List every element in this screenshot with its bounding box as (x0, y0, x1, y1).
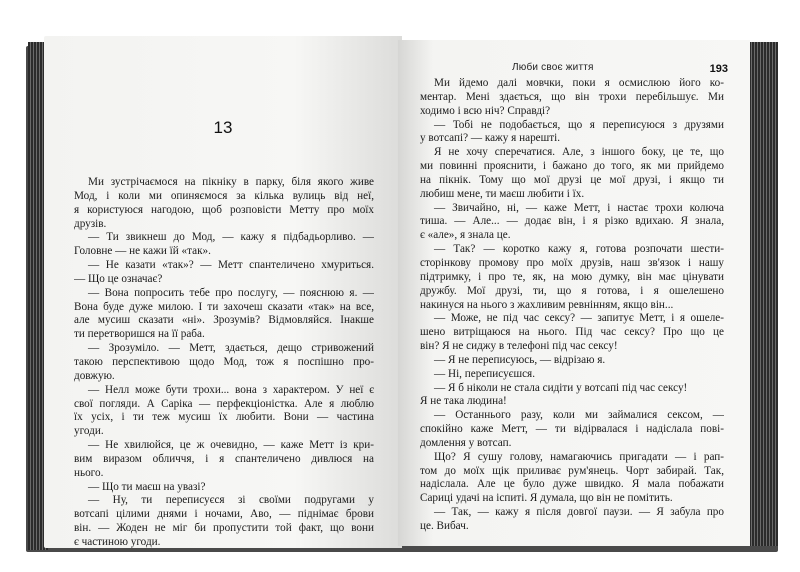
text-line: — Що ти маєш на увазі? (88, 480, 206, 493)
text-line: ми повинні прояснити, і бажано до того, як ми прийдемо (420, 160, 724, 173)
text-line: — Звичайно, ні, — каже Метт, і настає трохи колюча (434, 201, 724, 214)
text-line: — Так? — коротко кажу я, готова розпочати шести- (434, 243, 724, 256)
text-line: ходимо і всю ніч? Справді? (420, 104, 551, 117)
running-head: Люби своє життя (512, 62, 594, 73)
text-line: такою перспективою щодо Мод, тож я поспішно про- (74, 355, 374, 368)
text-line: нього. (74, 466, 104, 479)
text-line: шено витріщаюся на нього. Під час сексу? Про що це (420, 326, 724, 339)
text-line: це. Вибач. (420, 520, 469, 532)
text-line: вим виразом обличчя, і я спантеличено дивлюся на (74, 452, 374, 465)
text-line: — Ну, ти переписуєся зі своїми подругами у (88, 494, 374, 507)
text-line: підтримку, і про те, як, на мою думку, він має цінувати (420, 270, 724, 283)
text-line: їх усіх, і ти теж мусиш їх любити. Вони — частина (74, 411, 374, 424)
text-line: — Так, — кажу я після довгої паузи. — Я забула про (434, 506, 724, 519)
text-line: але мусиш сказати «ні». Зрозумів? Відмовляйся. Інакше (74, 314, 374, 327)
text-line: спокійно каже Метт, — ти відірвалася і надіслала пові- (420, 423, 724, 436)
text-line: угоди. (74, 425, 104, 438)
text-line: свої погляди. А Саріка — перфекціоністка. Але я люблю (74, 397, 374, 410)
text-line: — Я не переписуюсь, — відрізаю я. (434, 353, 606, 366)
text-line: Вона буде дуже милою. І ти захочеш сказати «так» на все, (74, 300, 374, 313)
left-page-text (74, 176, 374, 548)
text-line: — Не хвилюйся, це ж очевидно, — каже Метт із кри- (88, 439, 374, 452)
text-line: я користуюся нагодою, щоб розповісти Метту про моїх (74, 203, 374, 216)
text-line: Мод, і коли ми опиняємося за кілька вулиць від неї, (74, 189, 374, 202)
text-line: надіслала. Але це було дуже швидко. Я мала побажати (420, 478, 724, 491)
text-line: — Ти звикнеш до Мод, — кажу я підбадьорливо. — (88, 231, 374, 244)
text-line: дружбу. Мої друзі, ти, що я готова, і я ошелешено (420, 284, 724, 297)
text-line: є «але», я знала це. (420, 229, 511, 242)
text-line: Головне — не кажи їй «так». (74, 245, 211, 258)
text-line: — Зрозуміло. — Метт, здається, дещо стривожений (88, 342, 374, 355)
chapter-number: 13 (213, 118, 233, 137)
text-line: ти перетворишся на її раба. (74, 328, 205, 341)
left-page (44, 36, 402, 548)
text-line: Я не така людина! (420, 395, 507, 408)
text-line: Сариці удачі на іспиті. Я думала, що він не помітить. (420, 492, 673, 505)
text-line: сторінкову промову про моїх друзів, наш зв'язок і нашу (420, 256, 724, 269)
text-line: на пікнік. Тому що мої друзі це мої друзі, і якщо ти (420, 173, 724, 186)
text-line: — Ні, переписуєшся. (434, 367, 535, 380)
text-line: друзів. (74, 217, 107, 230)
right-page-text (420, 77, 724, 534)
page-number: 193 (709, 63, 728, 75)
text-line: — Я б ніколи не стала сидіти у вотсапі під час сексу! (434, 381, 688, 394)
right-page (398, 40, 750, 546)
page-stack-right (748, 42, 778, 546)
text-line: Я не хочу сперечатися. Але, з іншого боку, це те, що (434, 146, 724, 159)
text-line: — Останнього разу, коли ми займалися сексом, — (434, 409, 724, 422)
text-line: у вотсапі? — кажу я нарешті. (420, 132, 561, 145)
text-line: мeнтар. Мені здається, що він трохи перебільшує. Ми (420, 90, 724, 103)
text-line: — Нелл може бути трохи... вона з характером. У неї є (88, 383, 374, 396)
text-line: Що? Я сушу голову, намагаючись пригадати — і рап- (434, 450, 724, 463)
text-line: Ми зустрічаємося на пікніку в парку, біля якого живе (88, 176, 374, 188)
text-line: домлення у вотсап. (420, 436, 512, 449)
text-line: любиш мене, ти маєш любити і їх. (420, 187, 585, 200)
text-line: довжую. (74, 369, 115, 382)
text-line: — Може, не під час сексу? — запитує Метт, і я ошеле- (434, 312, 724, 325)
text-line: він? Я не сиджу в телефоні під час сексу! (420, 340, 618, 353)
text-line: накинуся на нього з жахливим ревнінням, якщо він... (420, 298, 674, 311)
text-line: Ми йдемо далі мовчки, поки я осмислюю його ко- (434, 77, 724, 89)
text-line: — Вона попросить тебе про послугу, — пояснюю я. — (88, 286, 374, 299)
text-line: вотсапі цілими днями і ночами, Аво, — піднімає брови (74, 508, 374, 521)
text-line: він. — Жоден не міг би пропустити той факт, що вони (74, 522, 374, 535)
text-line: — Що це означає? (74, 272, 163, 285)
text-line: тиша. — Але... — додає він, і я різко вдихаю. Я знала, (420, 215, 724, 228)
text-line: — Тобі не подобається, що я переписуюся з друзями (434, 118, 724, 131)
text-line: є частиною угоди. (74, 535, 161, 548)
text-line: том до моїх щік приливає рум'янець. Чорт забирай. Так, (420, 464, 724, 477)
text-line: — Не казати «так»? — Метт спантеличено хмуриться. (88, 259, 374, 272)
